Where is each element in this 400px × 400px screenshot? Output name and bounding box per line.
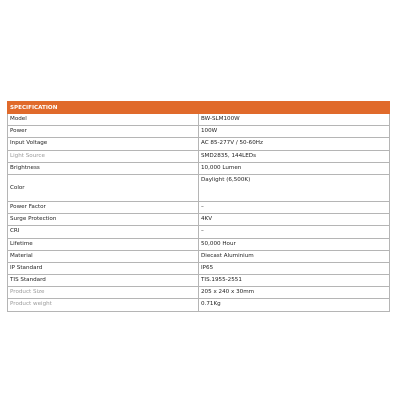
- table-row: [8, 138, 390, 150]
- spec-label: Product weight: [8, 299, 199, 311]
- table-row: [8, 201, 390, 213]
- spec-label: TIS Standard: [8, 275, 199, 287]
- table-row: [8, 299, 390, 311]
- spec-label: Input Voltage: [8, 138, 199, 150]
- table-row: [8, 287, 390, 299]
- spec-value: 205 x 240 x 30mm: [199, 287, 390, 299]
- table-row: [8, 226, 390, 238]
- spec-value: IP65: [199, 262, 390, 274]
- table-row: [8, 174, 390, 201]
- spec-label: CRI: [8, 226, 199, 238]
- table-row: [8, 262, 390, 274]
- spec-value: 50,000 Hour: [199, 238, 390, 250]
- spec-label: Surge Protection: [8, 214, 199, 226]
- table-row: [8, 150, 390, 162]
- table-row: [8, 250, 390, 262]
- spec-value: –: [199, 226, 390, 238]
- specification-table-container: [7, 101, 390, 312]
- spec-label: Light Source: [8, 150, 199, 162]
- spec-label: Brightness: [8, 162, 199, 174]
- spec-label: Power: [8, 126, 199, 138]
- table-row: [8, 214, 390, 226]
- table-row: [8, 275, 390, 287]
- spec-label: Power Factor: [8, 201, 199, 213]
- spec-value: 0.71Kg: [199, 299, 390, 311]
- table-row: [8, 126, 390, 138]
- spec-value: BW-SLM100W: [199, 114, 390, 126]
- spec-value: TIS.1955-2551: [199, 275, 390, 287]
- table-header: SPECIFICATION: [8, 102, 390, 114]
- table-row: [8, 238, 390, 250]
- spec-value: –: [199, 201, 390, 213]
- spec-value: 10,000 Lumen: [199, 162, 390, 174]
- spec-label: Material: [8, 250, 199, 262]
- spec-value: AC 85-277V / 50-60Hz: [199, 138, 390, 150]
- table-header-row: [8, 102, 390, 114]
- spec-label: Product Size: [8, 287, 199, 299]
- specification-table: [7, 101, 390, 312]
- spec-value: SMD2835, 144LEDs: [199, 150, 390, 162]
- spec-value: Daylight (6,500K): [199, 174, 390, 201]
- spec-value: 4KV: [199, 214, 390, 226]
- spec-label: Lifetime: [8, 238, 199, 250]
- spec-label: Model: [8, 114, 199, 126]
- spec-value: 100W: [199, 126, 390, 138]
- spec-value: Diecast Aluminium: [199, 250, 390, 262]
- table-row: [8, 162, 390, 174]
- table-row: [8, 114, 390, 126]
- spec-label: IP Standard: [8, 262, 199, 274]
- spec-label: Color: [8, 174, 199, 201]
